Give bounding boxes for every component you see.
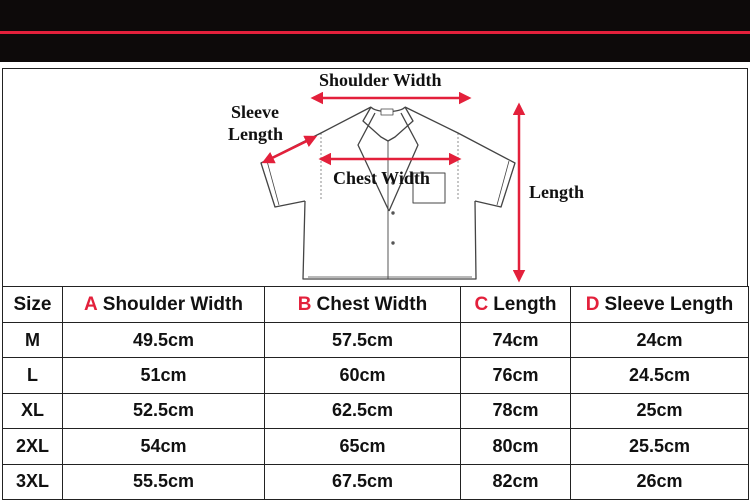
chest-width-cell: 62.5cm [265, 393, 461, 428]
length-cell: 78cm [461, 393, 571, 428]
size-cell: XL [3, 393, 63, 428]
sleeve-length-cell: 25.5cm [571, 429, 749, 464]
header-red-stripe [0, 31, 750, 34]
table-row [3, 429, 749, 464]
length-cell: 80cm [461, 429, 571, 464]
header-letter: B [297, 293, 312, 315]
sleeve-length-label-line2: Length [228, 124, 284, 144]
measurement-arrows [264, 98, 519, 280]
sleeve-length-cell: 25cm [571, 393, 749, 428]
chest-width-label: Chest Width [333, 168, 430, 188]
header-letter: C [474, 293, 489, 315]
size-chart-table [2, 286, 749, 500]
shoulder-width-cell: 54cm [63, 429, 265, 464]
shirt-outline [261, 107, 515, 279]
sleeve-length-cell: 24.5cm [571, 358, 749, 393]
shirt-diagram [2, 68, 748, 286]
shoulder-width-cell: 52.5cm [63, 393, 265, 428]
header-chest-width [265, 287, 461, 323]
shoulder-width-cell: 51cm [63, 358, 265, 393]
length-cell: 76cm [461, 358, 571, 393]
length-cell: 74cm [461, 323, 571, 358]
header-label: Size [13, 293, 52, 315]
sleeve-length-cell: 24cm [571, 323, 749, 358]
header-letter: D [585, 293, 600, 315]
shoulder-width-label: Shoulder Width [319, 70, 442, 90]
header-label: Sleeve Length [604, 293, 734, 315]
length-cell: 82cm [461, 464, 571, 499]
chest-width-cell: 60cm [265, 358, 461, 393]
table-header-row [3, 287, 749, 323]
shoulder-width-cell: 49.5cm [63, 323, 265, 358]
header-letter: A [84, 293, 98, 315]
table-row [3, 323, 749, 358]
header-label: Shoulder Width [102, 293, 243, 315]
sleeve-length-label-line1: Sleeve [231, 102, 279, 122]
chest-width-cell: 65cm [265, 429, 461, 464]
size-cell: L [3, 358, 63, 393]
table-row [3, 358, 749, 393]
header-label: Chest Width [316, 293, 428, 315]
header-length [461, 287, 571, 323]
header-label: Length [493, 293, 557, 315]
chest-width-cell: 57.5cm [265, 323, 461, 358]
table-row [3, 464, 749, 499]
header-sleeve-length [571, 287, 749, 323]
table-row [3, 393, 749, 428]
length-label: Length [529, 182, 585, 202]
shoulder-width-cell: 55.5cm [63, 464, 265, 499]
size-cell: 2XL [3, 429, 63, 464]
header-size [3, 287, 63, 323]
sleeve-length-cell: 26cm [571, 464, 749, 499]
size-cell: 3XL [3, 464, 63, 499]
header-band [0, 0, 750, 62]
chest-width-cell: 67.5cm [265, 464, 461, 499]
size-cell: M [3, 323, 63, 358]
header-shoulder-width [63, 287, 265, 323]
